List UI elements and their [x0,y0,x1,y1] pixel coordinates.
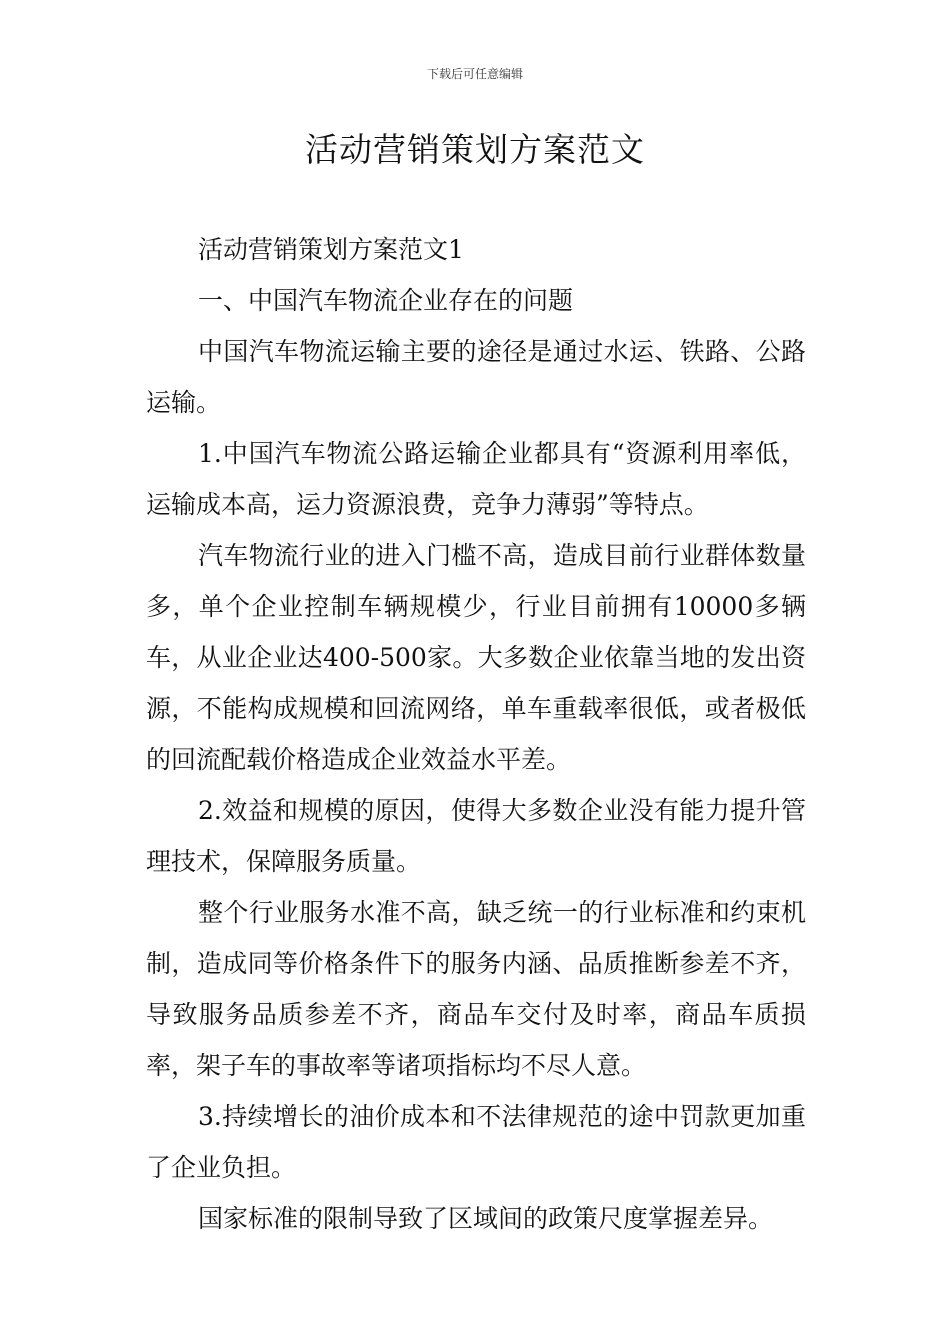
document-title: 活动营销策划方案范文 [305,130,645,169]
paragraph-section-heading: 一、中国汽车物流企业存在的问题 [198,286,574,315]
paragraph: 汽车物流行业的进入门槛不高，造成目前行业群体数量多，单个企业控制车辆规模少，行业目前拥有10000多辆车，从业企业达400-500家。大多数企业依靠当地的发出资源，不能构成规模和回流网络，单车重载率很低，或者极低的回流配载价格造成企业效益水平差。 [146,541,806,774]
paragraph-subtitle: 活动营销策划方案范文1 [198,235,464,264]
paragraph: 3.持续增长的油价成本和不法律规范的途中罚款更加重了企业负担。 [146,1102,806,1182]
paragraph: 1.中国汽车物流公路运输企业都具有“资源利用率低，运输成本高，运力资源浪费，竞争力薄弱”等特点。 [146,439,806,519]
document-body [146,224,806,1244]
paragraph: 整个行业服务水准不高，缺乏统一的行业标准和约束机制，造成同等价格条件下的服务内涵、品质推断参差不齐，导致服务品质参差不齐，商品车交付及时率，商品车质损率，架子车的事故率等诸项指标均不尽人意。 [146,898,806,1080]
paragraph: 2.效益和规模的原因，使得大多数企业没有能力提升管理技术，保障服务质量。 [146,796,806,876]
paragraph: 国家标准的限制导致了区域间的政策尺度掌握差异。 [198,1204,774,1233]
page-header-note: 下载后可任意编辑 [426,67,523,81]
paragraph: 中国汽车物流运输主要的途径是通过水运、铁路、公路运输。 [146,337,806,417]
